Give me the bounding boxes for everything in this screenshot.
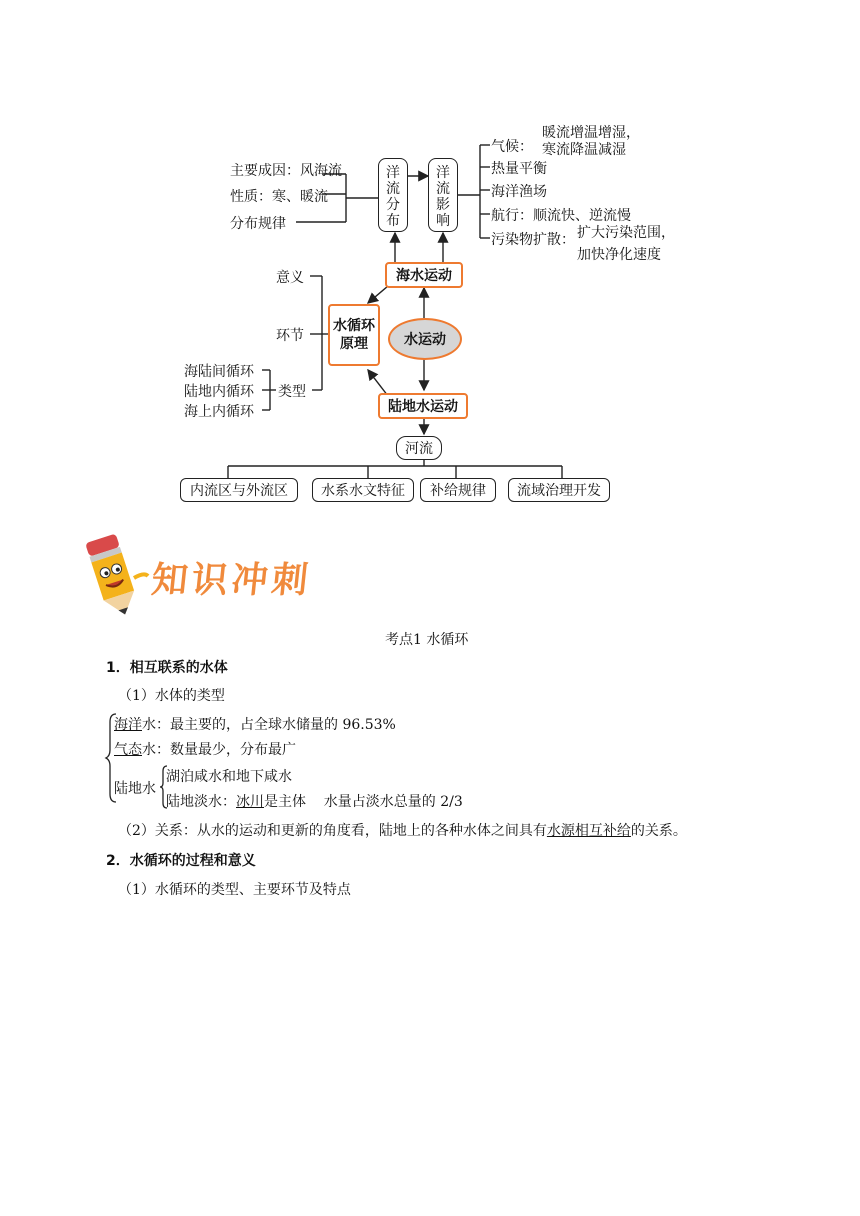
mutual-recharge-term: 水源相互补给: [546, 823, 631, 839]
fresh-water-prefix: 陆地淡水：: [166, 794, 236, 810]
pollution-line-1: 扩大污染范围，: [577, 225, 675, 241]
relationship-prefix: （2）关系：从水的运动和更新的角度看，陆地上的各种水体之间具有: [118, 823, 547, 839]
subheading-3: （1）水循环的类型、主要环节及特点: [118, 882, 351, 898]
link-label: 环节: [276, 328, 304, 344]
pattern-label: 分布规律: [230, 216, 286, 232]
nature-label: 性质：寒、暖流: [230, 189, 328, 205]
type-label: 类型: [278, 384, 306, 400]
fishery: 海洋渔场: [491, 184, 547, 200]
cycle-type-maritime: 海上内循环: [184, 404, 254, 420]
heat-balance: 热量平衡: [491, 161, 547, 177]
heading-2: 2．水循环的过程和意义: [106, 853, 256, 869]
ocean-water-desc: 水：最主要的，占全球水储量的 96.53%: [142, 717, 396, 733]
gas-water-line: [114, 739, 296, 759]
climate-line-2: 寒流降温减湿: [542, 142, 626, 158]
cycle-type-inland: 陆地内循环: [184, 384, 254, 400]
land-water-label: 陆地水: [114, 781, 156, 797]
river-topic-recharge: 补给规律: [420, 478, 496, 502]
climate-line-1: 暖流增温增湿，: [542, 125, 640, 141]
heading-1: 1．相互联系的水体: [106, 660, 228, 676]
ocean-water-motion-box: 海水运动: [385, 262, 463, 288]
glacier-term: 冰川: [236, 794, 264, 810]
ocean-water-term: 海洋: [114, 717, 142, 733]
water-cycle-principle-box: [328, 304, 380, 366]
section-title: 考点1 水循环: [385, 632, 469, 648]
relationship-line: [118, 820, 687, 840]
river-topic-basin: 流域治理开发: [508, 478, 610, 502]
water-motion-ellipse: [388, 318, 462, 360]
river-box: 河流: [396, 436, 442, 460]
pencil-mascot-icon: [76, 530, 152, 618]
meaning-label: 意义: [276, 270, 304, 286]
land-water-saline: 湖泊咸水和地下咸水: [166, 769, 292, 785]
climate-head: 气候：: [491, 139, 533, 155]
banner: [76, 530, 376, 620]
ocean-current-influence-box: [428, 158, 458, 232]
land-water-fresh: [166, 791, 463, 811]
relationship-suffix: 的关系。: [630, 823, 687, 839]
concept-map: [0, 0, 860, 520]
land-water-motion-box: 陆地水运动: [378, 393, 468, 419]
pollution-head: 污染物扩散：: [491, 232, 575, 248]
pollution-line-2: 加快净化速度: [577, 247, 661, 263]
banner-title: 知识冲刺: [149, 560, 314, 601]
gas-water-term: 气态: [114, 742, 142, 758]
navigation: 航行：顺流快、逆流慢: [491, 208, 631, 224]
fresh-water-suffix: 是主体 水量占淡水总量的 2/3: [264, 794, 463, 810]
cycle-type-sea-land: 海陆间循环: [184, 364, 254, 380]
ocean-current-distribution-text: 洋流分布: [386, 165, 400, 229]
river-topic-hydrology: 水系水文特征: [312, 478, 414, 502]
ocean-current-influence-text: 洋流影响: [436, 165, 450, 229]
gas-water-desc: 水：数量最少，分布最广: [142, 742, 296, 758]
ocean-current-distribution-box: [378, 158, 408, 232]
water-motion-text: 水运动: [404, 332, 446, 348]
water-cycle-principle-text: 水循环原理: [333, 318, 375, 352]
ocean-water-line: [114, 714, 396, 734]
cause-label: 主要成因：风海流: [230, 163, 342, 179]
river-topic-drainage: 内流区与外流区: [180, 478, 298, 502]
subheading-1: （1）水体的类型: [118, 688, 225, 704]
